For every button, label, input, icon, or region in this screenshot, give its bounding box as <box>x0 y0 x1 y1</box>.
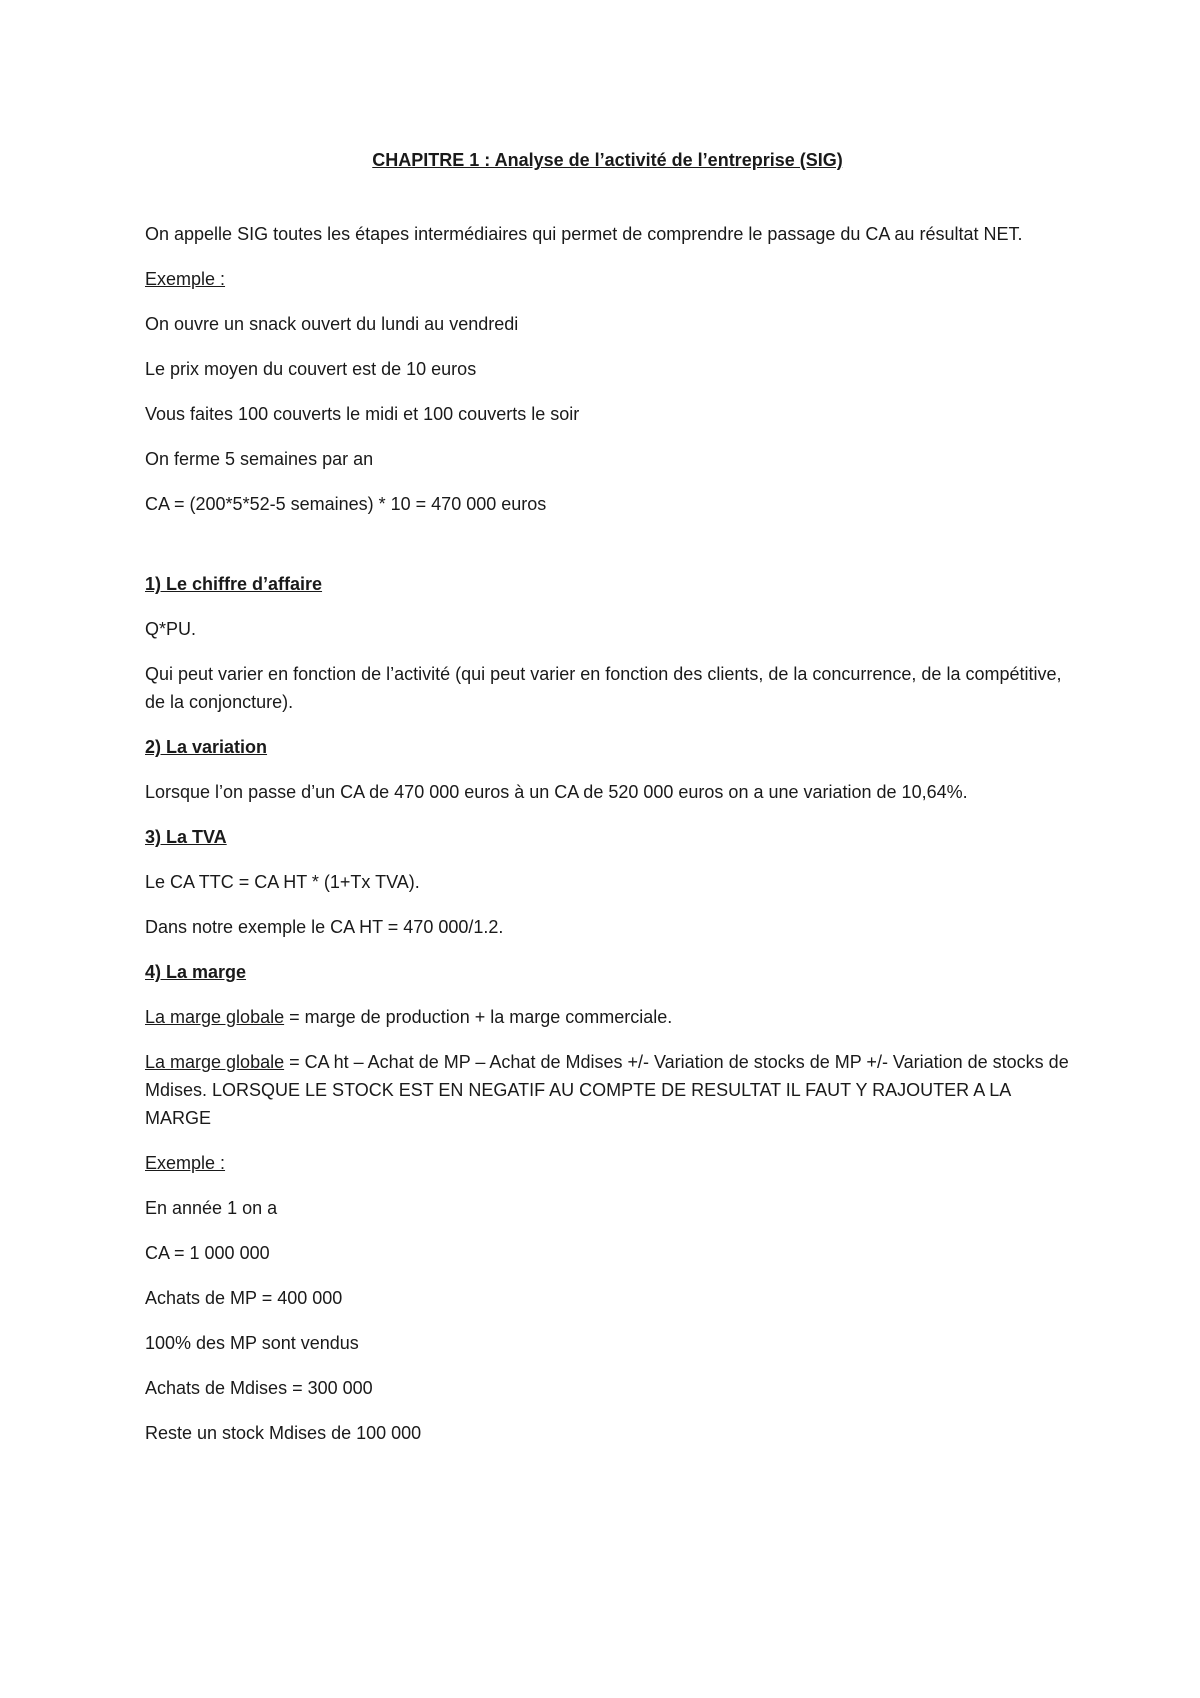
page-title: CHAPITRE 1 : Analyse de l’activité de l’entreprise (SIG) <box>372 150 843 170</box>
example-line: Achats de Mdises = 300 000 <box>145 1378 373 1398</box>
definition-term: La marge globale <box>145 1052 285 1072</box>
section-heading-tva: 3) La TVA <box>145 827 227 847</box>
paragraph: Le CA TTC = CA HT * (1+Tx TVA). <box>145 872 420 892</box>
section-heading-variation: 2) La variation <box>145 737 268 757</box>
definition-text: = CA ht – Achat de MP – Achat de Mdises +/- Variation de stocks de MP +/- Variation de stocks de Mdises. LORSQUE LE STOCK EST EN NEGATIF AU COMPTE DE RESULTAT IL FAUT Y RAJOUTER A LA MARGE <box>145 1052 1069 1128</box>
definition-text: = marge de production + la marge commerciale. <box>284 1007 673 1027</box>
section-heading-chiffre-affaire: 1) Le chiffre d’affaire <box>145 574 323 594</box>
paragraph: Qui peut varier en fonction de l’activité (qui peut varier en fonction des clients, de la concurrence, de la compétitive, de la conjoncture). <box>145 664 1062 712</box>
example-line: On ferme 5 semaines par an <box>145 449 374 469</box>
definition-term: La marge globale <box>145 1007 285 1027</box>
definition-paragraph <box>145 1048 1070 1132</box>
document-body <box>145 146 1070 1464</box>
paragraph: Dans notre exemple le CA HT = 470 000/1.2. <box>145 917 504 937</box>
example-line: Achats de MP = 400 000 <box>145 1288 343 1308</box>
example-label: Exemple : <box>145 269 226 289</box>
example-line: Reste un stock Mdises de 100 000 <box>145 1423 422 1443</box>
intro-paragraph: On appelle SIG toutes les étapes intermédiaires qui permet de comprendre le passage du CA au résultat NET. <box>145 224 1023 244</box>
example-line: 100% des MP sont vendus <box>145 1333 359 1353</box>
formula-line: Q*PU. <box>145 619 197 639</box>
example-line: Le prix moyen du couvert est de 10 euros <box>145 359 477 379</box>
example-label: Exemple : <box>145 1153 226 1173</box>
paragraph: Lorsque l’on passe d’un CA de 470 000 euros à un CA de 520 000 euros on a une variation de 10,64%. <box>145 782 968 802</box>
example-line: On ouvre un snack ouvert du lundi au vendredi <box>145 314 519 334</box>
example-line: CA = 1 000 000 <box>145 1243 270 1263</box>
example-line: Vous faites 100 couverts le midi et 100 couverts le soir <box>145 404 580 424</box>
spacer <box>145 535 1070 570</box>
example-line: CA = (200*5*52-5 semaines) * 10 = 470 000 euros <box>145 494 547 514</box>
example-line: En année 1 on a <box>145 1198 278 1218</box>
section-heading-marge: 4) La marge <box>145 962 247 982</box>
definition-paragraph <box>145 1003 1070 1031</box>
